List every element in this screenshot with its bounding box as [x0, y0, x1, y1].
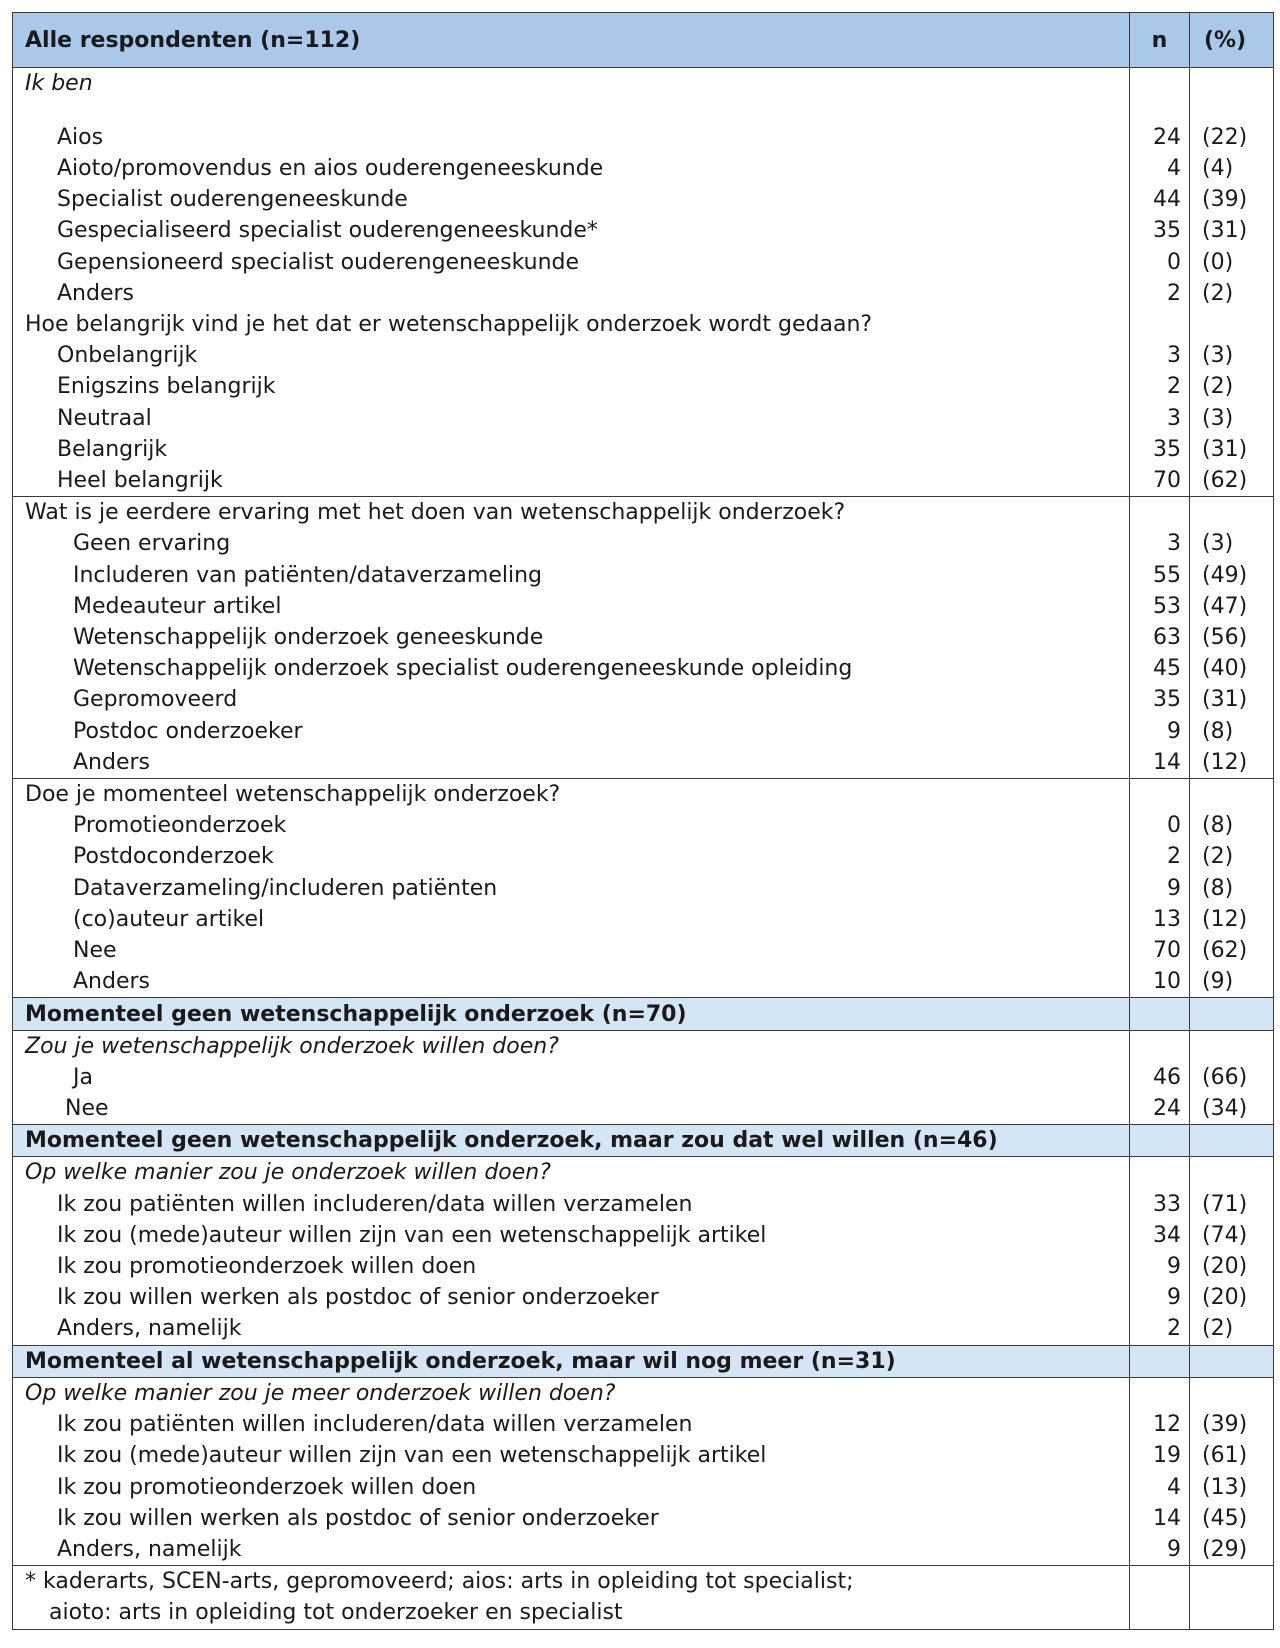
- table-row: [13, 403, 1274, 434]
- question-label: Op welke manier zou je meer onderzoek willen doen?: [13, 1377, 1130, 1409]
- survey-table: [12, 12, 1274, 1630]
- item-n: 70: [1130, 935, 1190, 966]
- item-pct: (71): [1190, 1189, 1274, 1220]
- item-n: 4: [1130, 1472, 1190, 1503]
- item-pct: (8): [1190, 873, 1274, 904]
- item-n: 19: [1130, 1440, 1190, 1471]
- item-label: Dataverzameling/includeren patiënten: [73, 875, 498, 901]
- item-n: 9: [1130, 716, 1190, 747]
- item-pct: (8): [1190, 810, 1274, 841]
- item-label: Anders: [73, 749, 150, 775]
- item-label: Includeren van patiënten/dataverzameling: [73, 562, 543, 588]
- table-row: [13, 1189, 1274, 1220]
- item-pct: (3): [1190, 340, 1274, 371]
- item-n: 63: [1130, 622, 1190, 653]
- table-row: [13, 716, 1274, 747]
- table-row: [13, 1062, 1274, 1093]
- table-row: [13, 1534, 1274, 1566]
- subgroup-header-row: [13, 1125, 1274, 1157]
- item-n: 45: [1130, 653, 1190, 684]
- item-label: Geen ervaring: [73, 531, 231, 557]
- item-label: Wetenschappelijk onderzoek specialist ouderengeneeskunde opleiding: [73, 656, 853, 682]
- item-label: Gepromoveerd: [73, 687, 238, 713]
- item-n: 14: [1130, 1503, 1190, 1534]
- table-row: [13, 278, 1274, 309]
- subgroup-title: Momenteel al wetenschappelijk onderzoek, maar wil nog meer (n=31): [13, 1345, 1130, 1377]
- item-pct: (3): [1190, 528, 1274, 559]
- item-label: Medeauteur artikel: [73, 593, 282, 619]
- item-pct: (66): [1190, 1062, 1274, 1093]
- item-label: Postdoconderzoek: [73, 844, 274, 870]
- table-row: [13, 1503, 1274, 1534]
- question-label: Ik ben: [13, 68, 1130, 100]
- table-row: [13, 810, 1274, 841]
- item-pct: (34): [1190, 1093, 1274, 1125]
- subgroup-header-row: [13, 998, 1274, 1030]
- item-pct: (2): [1190, 278, 1274, 309]
- item-n: 70: [1130, 465, 1190, 497]
- item-pct: (29): [1190, 1534, 1274, 1566]
- item-pct: (2): [1190, 1313, 1274, 1345]
- item-pct: (74): [1190, 1220, 1274, 1251]
- item-n: 3: [1130, 403, 1190, 434]
- question-label: Doe je momenteel wetenschappelijk onderzoek?: [13, 778, 1130, 810]
- table-row: [13, 215, 1274, 246]
- item-pct: (12): [1190, 747, 1274, 779]
- footnote-line2: aioto: arts in opleiding tot onderzoeker en specialist: [49, 1600, 623, 1626]
- table-row: [13, 153, 1274, 184]
- table-row: [13, 465, 1274, 497]
- item-label: Ik zou patiënten willen includeren/data willen verzamelen: [57, 1412, 693, 1438]
- item-label: Ik zou promotieonderzoek willen doen: [57, 1254, 477, 1280]
- item-label: (co)auteur artikel: [73, 906, 265, 932]
- footnote-row: [13, 1597, 1274, 1629]
- header-n: n: [1130, 13, 1190, 68]
- table-row: [13, 873, 1274, 904]
- subgroup-header-row: [13, 1345, 1274, 1377]
- item-label: Ik zou (mede)auteur willen zijn van een wetenschappelijk artikel: [57, 1443, 767, 1469]
- item-n: 35: [1130, 684, 1190, 715]
- item-n: 9: [1130, 1282, 1190, 1313]
- table-row: [13, 1093, 1274, 1125]
- item-n: 35: [1130, 434, 1190, 465]
- item-label: Enigszins belangrijk: [57, 374, 276, 400]
- table-row: [13, 841, 1274, 872]
- table-row: [13, 622, 1274, 653]
- item-pct: (62): [1190, 465, 1274, 497]
- item-label: Aios: [57, 124, 104, 150]
- item-label: Anders: [73, 969, 150, 995]
- table-row: [13, 1472, 1274, 1503]
- item-n: 4: [1130, 153, 1190, 184]
- question-row: [13, 497, 1274, 529]
- item-label: Neutraal: [57, 405, 152, 431]
- table-row: [13, 434, 1274, 465]
- item-label: Postdoc onderzoeker: [73, 718, 303, 744]
- question-row: [13, 778, 1274, 810]
- item-pct: (49): [1190, 560, 1274, 591]
- header-pct: (%): [1190, 13, 1274, 68]
- table-row: [13, 340, 1274, 371]
- table-row: [13, 904, 1274, 935]
- item-label: Ik zou willen werken als postdoc of senior onderzoeker: [57, 1285, 659, 1311]
- table-row: [13, 1220, 1274, 1251]
- item-pct: (31): [1190, 215, 1274, 246]
- item-n: 0: [1130, 247, 1190, 278]
- item-pct: (31): [1190, 434, 1274, 465]
- item-pct: (0): [1190, 247, 1274, 278]
- item-n: 14: [1130, 747, 1190, 779]
- question-label: Hoe belangrijk vind je het dat er wetenschappelijk onderzoek wordt gedaan?: [13, 309, 1130, 340]
- table-header-row: [13, 13, 1274, 68]
- table-row: [13, 560, 1274, 591]
- question-row: [13, 309, 1274, 340]
- item-pct: (2): [1190, 841, 1274, 872]
- item-n: 9: [1130, 1534, 1190, 1566]
- item-n: 35: [1130, 215, 1190, 246]
- item-pct: (8): [1190, 716, 1274, 747]
- item-pct: (20): [1190, 1251, 1274, 1282]
- item-label: Gespecialiseerd specialist ouderengeneeskunde*: [57, 218, 598, 244]
- item-label: Gepensioneerd specialist ouderengeneeskunde: [57, 249, 580, 275]
- table-row: [13, 747, 1274, 779]
- item-n: 24: [1130, 1093, 1190, 1125]
- question-label: Wat is je eerdere ervaring met het doen van wetenschappelijk onderzoek?: [13, 497, 1130, 529]
- item-n: 10: [1130, 966, 1190, 998]
- item-pct: (47): [1190, 591, 1274, 622]
- item-label: Promotieonderzoek: [73, 813, 287, 839]
- item-n: 46: [1130, 1062, 1190, 1093]
- item-n: 2: [1130, 1313, 1190, 1345]
- question-label: Zou je wetenschappelijk onderzoek willen doen?: [13, 1030, 1130, 1062]
- item-label: Wetenschappelijk onderzoek geneeskunde: [73, 624, 544, 650]
- item-label: Anders, namelijk: [57, 1536, 242, 1562]
- item-n: 9: [1130, 1251, 1190, 1282]
- item-label: Anders: [57, 280, 134, 306]
- item-n: 9: [1130, 873, 1190, 904]
- item-label: Ik zou promotieonderzoek willen doen: [57, 1474, 477, 1500]
- question-label: Op welke manier zou je onderzoek willen doen?: [13, 1157, 1130, 1189]
- item-pct: (56): [1190, 622, 1274, 653]
- item-label: Belangrijk: [57, 436, 168, 462]
- item-pct: (12): [1190, 904, 1274, 935]
- table-row: [13, 1313, 1274, 1345]
- question-row: [13, 1377, 1274, 1409]
- table-row: [13, 591, 1274, 622]
- item-pct: (13): [1190, 1472, 1274, 1503]
- item-pct: (3): [1190, 403, 1274, 434]
- item-label: Nee: [73, 938, 117, 963]
- item-pct: (31): [1190, 684, 1274, 715]
- item-label: Specialist ouderengeneeskunde: [57, 187, 408, 213]
- item-pct: (39): [1190, 1409, 1274, 1440]
- question-row: [13, 1157, 1274, 1189]
- table-row: [13, 1251, 1274, 1282]
- table-row: [13, 371, 1274, 402]
- question-row: [13, 68, 1274, 100]
- item-n: 24: [1130, 122, 1190, 153]
- item-pct: (39): [1190, 184, 1274, 215]
- table-row: [13, 684, 1274, 715]
- item-pct: (62): [1190, 935, 1274, 966]
- item-pct: (22): [1190, 122, 1274, 153]
- item-label: Anders, namelijk: [57, 1316, 242, 1342]
- item-pct: (40): [1190, 653, 1274, 684]
- item-n: 0: [1130, 810, 1190, 841]
- item-n: 13: [1130, 904, 1190, 935]
- item-label: Aioto/promovendus en aios ouderengeneeskunde: [57, 155, 604, 181]
- item-n: 33: [1130, 1189, 1190, 1220]
- item-label: Ik zou patiënten willen includeren/data willen verzamelen: [57, 1191, 693, 1217]
- item-n: 2: [1130, 278, 1190, 309]
- table-row: [13, 653, 1274, 684]
- table-row: [13, 1440, 1274, 1471]
- item-label: Ja: [73, 1064, 93, 1090]
- item-pct: (2): [1190, 371, 1274, 402]
- item-pct: (9): [1190, 966, 1274, 998]
- footnote-line1: * kaderarts, SCEN-arts, gepromoveerd; aios: arts in opleiding tot specialist;: [13, 1566, 1130, 1598]
- item-label: Ik zou (mede)auteur willen zijn van een wetenschappelijk artikel: [57, 1222, 767, 1248]
- subgroup-title: Momenteel geen wetenschappelijk onderzoek, maar zou dat wel willen (n=46): [13, 1125, 1130, 1157]
- table-row: [13, 528, 1274, 559]
- item-label: Onbelangrijk: [57, 343, 198, 369]
- footnote-row: [13, 1566, 1274, 1598]
- table-row: [13, 247, 1274, 278]
- item-n: 53: [1130, 591, 1190, 622]
- item-pct: (20): [1190, 1282, 1274, 1313]
- item-n: 3: [1130, 340, 1190, 371]
- table-row: [13, 1409, 1274, 1440]
- header-title: Alle respondenten (n=112): [13, 13, 1130, 68]
- table-row: [13, 935, 1274, 966]
- spacer-row: [13, 100, 1274, 122]
- item-n: 3: [1130, 528, 1190, 559]
- item-n: 34: [1130, 1220, 1190, 1251]
- table-row: [13, 966, 1274, 998]
- item-pct: (45): [1190, 1503, 1274, 1534]
- item-n: 55: [1130, 560, 1190, 591]
- item-pct: (4): [1190, 153, 1274, 184]
- question-row: [13, 1030, 1274, 1062]
- item-label: Heel belangrijk: [57, 467, 223, 493]
- item-n: 2: [1130, 841, 1190, 872]
- table-row: [13, 1282, 1274, 1313]
- item-label: Ik zou willen werken als postdoc of senior onderzoeker: [57, 1505, 659, 1531]
- item-n: 12: [1130, 1409, 1190, 1440]
- table-row: [13, 184, 1274, 215]
- subgroup-title: Momenteel geen wetenschappelijk onderzoek (n=70): [13, 998, 1130, 1030]
- item-pct: (61): [1190, 1440, 1274, 1471]
- table-row: [13, 122, 1274, 153]
- item-n: 44: [1130, 184, 1190, 215]
- item-label: Nee: [65, 1096, 109, 1122]
- item-n: 2: [1130, 371, 1190, 402]
